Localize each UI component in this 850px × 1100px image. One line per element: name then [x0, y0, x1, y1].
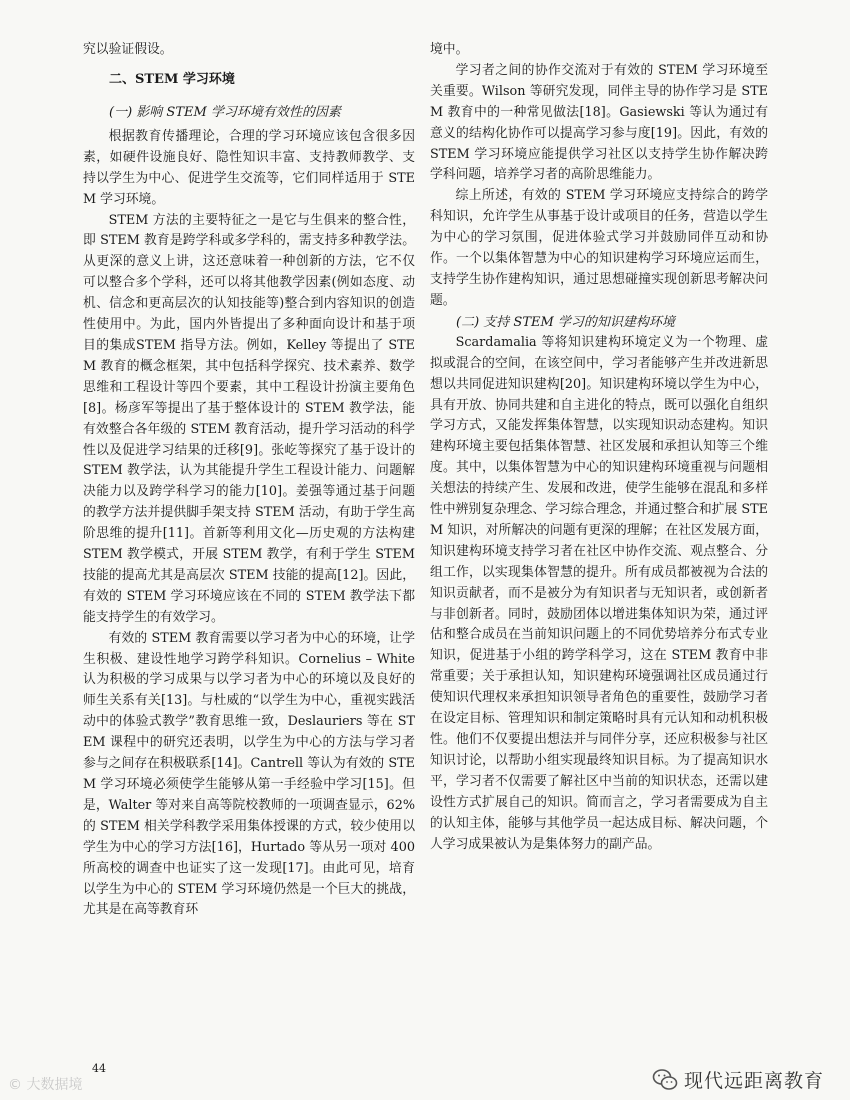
paragraph: 有效的 STEM 教育需要以学习者为中心的环境，让学生积极、建设性地学习跨学科知识。Cornelius – White 认为积极的学习成果与以学习者为中心的环境以及良好的师生关系有关[13]。与杜威的“以学生为中心，重视实践活动中的体验式教学”教育思维一致，Deslauriers 等在 STEM 课程中的研究还表明，以学生为中心的方法与学习者参与之间存在积极联系[14]。Cantrell 等认为有效的 STEM 学习环境必须使学生能够从第一手经验中学习[15]。但是，Walter 等对来自高等院校教师的一项调查显示，62% 的 STEM 相关学科教学采用集体授课的方式，较少使用以学生为中心的学习方法[16]，Hurtado 等从另一项对 400 所高校的调查中也证实了这一发现[17]。由此可见，培育以学生为中心的 STEM 学习环境仍然是一个巨大的挑战，尤其是在高等教育环: [83, 630, 415, 918]
paragraph: Scardamalia 等将知识建构环境定义为一个物理、虚拟或混合的空间，在该空间中，学习者能够产生并改进新思想以共同促进知识建构[20]。知识建构环境以学生为中心，具有开放、协同共建和自主进化的特点，既可以强化自组织学习方式，又能发挥集体智慧，以实现知识动态建构。知识建构环境主要包括集体智慧、社区发展和承担认知等三个维度。其中，以集体智慧为中心的知识建构环境重视与问题相关想法的持续产生、发展和改进，使学生能够在混乱和多样性中辨别复杂理念、学习综合理念，并通过整合和扩展 STEM 知识，对所解决的问题有更深的理解；在社区发展方面，知识建构环境支持学习者在社区中协作交流、观点整合、分组工作，以实现集体智慧的提升。所有成员都被视为合法的知识贡献者，而不是被分为有知识者与无知识者，或创新者与非创新者。同时，鼓励团体以增进集体知识为荣，通过评估和整合成员在当前知识问题上的不同优势培养分布式专业知识，促进基于小组的跨学科学习，这在 STEM 教育中非常重要；关于承担认知，知识建构环境强调社区成员通过行使知识代理权来承担知识领导者角色的重要性，鼓励学习者在设定目标、管理知识和制定策略时具有元认知和动机积极性。他们不仅要提出想法并与同伴分享，还应积极参与社区知识讨论，以帮助小组实现最终知识目标。为了提高知识水平，学习者不仅需要了解社区中当前的知识状态，还需以建设性方式扩展自己的知识。简而言之，学习者需要成为自主的认知主体，能够与其他学员一起达成目标、解决问题，个人学习成果被认为是集体努力的副产品。: [430, 334, 768, 852]
subsection-heading: (一) 影响 STEM 学习环境有效性的因素: [109, 104, 341, 120]
subsection-heading: (二) 支持 STEM 学习的知识建构环境: [456, 314, 675, 330]
left-column: [83, 40, 415, 921]
section-heading: 二、STEM 学习环境: [109, 71, 235, 87]
page-number: 44: [92, 1062, 106, 1075]
paragraph: 根据教育传播理论，合理的学习环境应该包含很多因素，如硬件设施良好、隐性知识丰富、支持教师教学、支持以学生为中心、促进学生交流等，它们同样适用于 STEM 学习环境。: [83, 128, 415, 207]
watermark-left: © 大数据境: [8, 1077, 83, 1093]
paragraph: STEM 方法的主要特征之一是它与生俱来的整合性，即 STEM 教育是跨学科或多学科的，需支持多种教学法。从更深的意义上讲，这还意味着一种创新的方法，它不仅可以整合多个学科，还可以将其他教学因素(例如态度、动机、信念和更高层次的认知技能等)整合到内容知识的创造性使用中。为此，国内外皆提出了多种面向设计和基于项目的集成STEM 指导方法。例如，Kelley 等提出了 STEM 教育的概念框架，其中包括科学探究、技术素养、数学思维和工程设计等四个要素，其中工程设计扮演主要角色[8]。杨彦军等提出了基于整体设计的 STEM 教学法，能有效整合各年级的 STEM 教育活动，提升学习活动的科学性以及促进学习结果的迁移[9]。张屹等探究了基于设计的 STEM 教学法，认为其能提升学生工程设计能力、问题解决能力以及跨学科学习的能力[10]。姜强等通过基于问题的教学方法并提供脚手架支持 STEM 活动，有助于学生高阶思维的提升[11]。首新等利用文化—历史观的方法构建 STEM 教学模式，开展 STEM 教学，有利于学生 STEM 技能的提高尤其是高层次 STEM 技能的提高[12]。因此，有效的 STEM 学习环境应该在不同的 STEM 教学法下都能支持学生的有效学习。: [83, 212, 415, 625]
right-column: [430, 40, 768, 855]
paragraph: 学习者之间的协作交流对于有效的 STEM 学习环境至关重要。Wilson 等研究发现，同伴主导的协作学习是 STEM 教育中的一种常见做法[18]。Gasiewski 等认为通过有意义的结构化协作可以提高学习参与度[19]。因此，有效的 STEM 学习环境应能提供学习社区以支持学生协作解决跨学科问题，培养学习者的高阶思维能力。: [430, 62, 768, 183]
watermark-right-text: 现代远距离教育: [684, 1070, 825, 1092]
paragraph: 综上所述，有效的 STEM 学习环境应支持综合的跨学科知识，允许学生从事基于设计或项目的任务，营造以学生为中心的学习氛围，促进体验式学习并鼓励同伴互动和协作。一个以集体智慧为中心的知识建构学习环境应运而生，支持学生协作建构知识，通过思想碰撞实现创新思考解决问题。: [430, 188, 768, 308]
paragraph: 境中。: [430, 42, 469, 57]
watermark-right: [652, 1066, 824, 1093]
paragraph: 究以验证假设。: [83, 42, 173, 57]
wechat-icon: [652, 1068, 678, 1092]
